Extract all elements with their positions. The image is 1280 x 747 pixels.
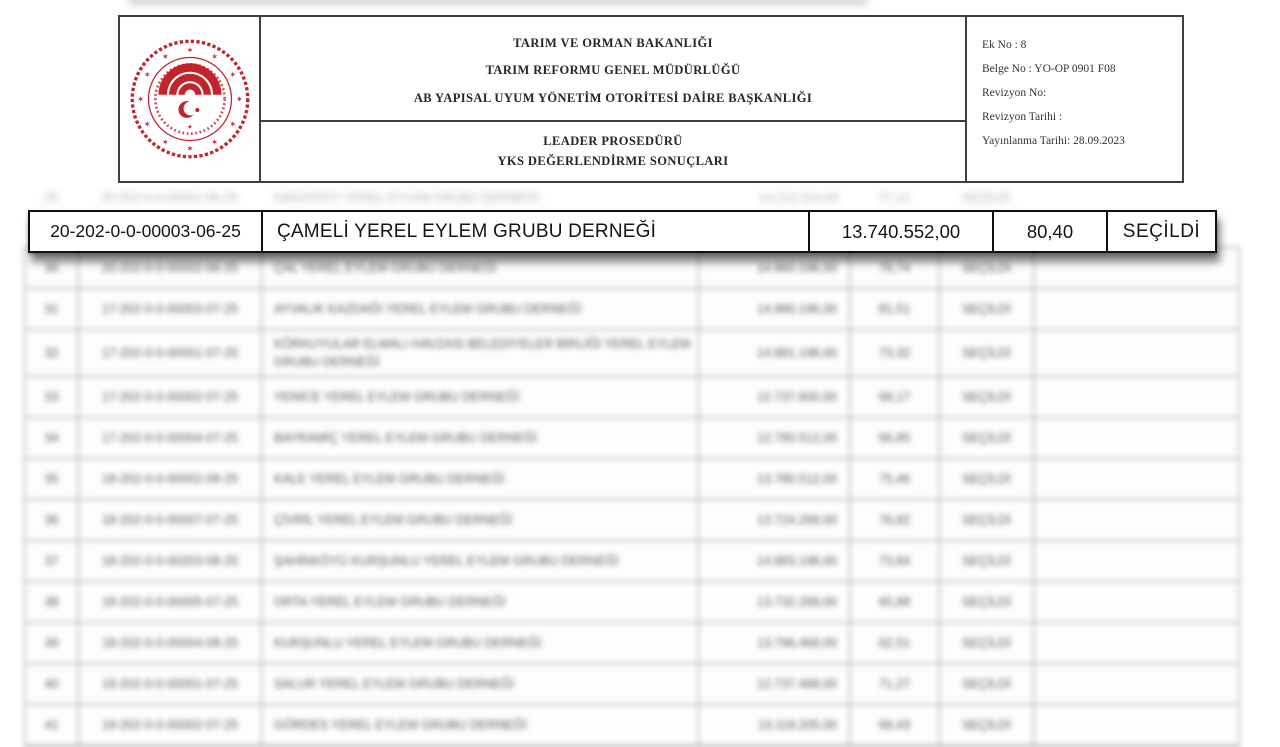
cell-status: SEÇİLDİ (940, 330, 1034, 376)
svg-text:✶: ✶ (143, 69, 151, 80)
cell-score: 73,84 (850, 541, 940, 581)
table-row (25, 582, 1239, 623)
ghost-status: SEÇİLDİ (961, 191, 1011, 205)
svg-text:✶: ✶ (185, 143, 194, 154)
table-row (25, 541, 1239, 582)
cell-application-code: 17-202-0-0-00004-07-25 (79, 418, 262, 458)
ministry-title: TARIM VE ORMAN BAKANLIĞI (513, 35, 713, 50)
cell-row-number: 41 (25, 705, 79, 745)
table-row (25, 459, 1239, 500)
table-row (25, 705, 1239, 746)
cell-score: 81,51 (850, 289, 940, 329)
cell-applicant-name: ÇAL YEREL EYLEM GRUBU DERNEĞİ (262, 248, 699, 288)
cell-empty (1034, 500, 1241, 540)
table-row (25, 500, 1239, 541)
cell-applicant-name: ŞAHİNKÖYÜ KURŞUNLU YEREL EYLEM GRUBU DERNEĞİ (262, 541, 699, 581)
title-block-bottom (261, 122, 965, 181)
cell-row-number: 38 (25, 582, 79, 622)
cell-applicant-name: AYVALIK KAZDAĞI YEREL EYLEM GRUBU DERNEĞİ (262, 289, 699, 329)
cell-status: SEÇİLDİ (940, 459, 1034, 499)
meta-revizyon-no: Revizyon No: (982, 87, 1047, 99)
cell-status: SEÇİLDİ (940, 664, 1034, 704)
cell-score: 75,46 (850, 459, 940, 499)
svg-text:✶: ✶ (228, 69, 236, 80)
cell-grant-amount: 13.732.268,00 (699, 582, 850, 622)
cell-grant-amount: 13.780.512,00 (699, 459, 850, 499)
cell-applicant-name: BAYRAMİÇ YEREL EYLEM GRUBU DERNEĞİ (262, 418, 699, 458)
cell-status: SEÇİLDİ (940, 500, 1034, 540)
cell-application-code: 18-202-0-0-00005-07-25 (79, 582, 262, 622)
cell-score: 71,27 (850, 664, 940, 704)
table-row (25, 377, 1239, 418)
ghost-applicant-name: SARAYKÖY YEREL EYLEM GRUBU DERNEĞİ (273, 191, 540, 205)
cell-status: SEÇİLDİ (940, 705, 1034, 745)
cell-status: SEÇİLDİ (940, 418, 1034, 458)
cell-row-number: 40 (25, 664, 79, 704)
table-row (25, 248, 1239, 289)
cell-application-code: 18-202-0-0-00002-08-25 (79, 459, 262, 499)
cell-row-number: 33 (25, 377, 79, 417)
applicant-name: ÇAMELİ YEREL EYLEM GRUBU DERNEĞİ (263, 212, 810, 251)
cell-grant-amount: 12.780.512,00 (699, 418, 850, 458)
cell-grant-amount: 12.737.468,00 (699, 664, 850, 704)
ghost-row-number: 29 (44, 191, 58, 205)
cell-grant-amount: 13.118.205,00 (699, 705, 850, 745)
svg-text:✦: ✦ (186, 122, 193, 132)
blurred-results-table (24, 247, 1240, 747)
cell-score: 69,43 (850, 705, 940, 745)
cell-application-code: 18-202-0-0-00203-08-25 (79, 541, 262, 581)
procedure-title: LEADER PROSEDÜRÜ (543, 133, 683, 148)
ghost-score: 77,12 (878, 191, 910, 205)
cell-grant-amount: 14.881.198,00 (699, 330, 850, 376)
cell-row-number: 32 (25, 330, 79, 376)
cell-status: SEÇİLDİ (940, 623, 1034, 663)
cell-application-code: 17-202-0-0-00002-07-25 (79, 377, 262, 417)
cell-empty (1034, 377, 1241, 417)
cell-empty (1034, 623, 1241, 663)
cell-status: SEÇİLDİ (940, 541, 1034, 581)
meta-belge-no: Belge No : YO-OP 0901 F08 (982, 63, 1116, 75)
cell-score: 68,17 (850, 377, 940, 417)
highlighted-result-row (28, 210, 1217, 253)
cell-status: SEÇİLDİ (940, 248, 1034, 288)
cell-row-number: 36 (25, 500, 79, 540)
department-title: AB YAPISAL UYUM YÖNETİM OTORİTESİ DAİRE BAŞKANLIĞI (413, 90, 813, 105)
ghost-grant-amount: 14.212.310,00 (759, 191, 839, 205)
blurred-top-remnant (128, 0, 868, 5)
cell-applicant-name: ORTA YEREL EYLEM GRUBU DERNEĞİ (262, 582, 699, 622)
cell-applicant-name: KALE YEREL EYLEM GRUBU DERNEĞİ (262, 459, 699, 499)
cell-score: 66,85 (850, 418, 940, 458)
cell-row-number: 37 (25, 541, 79, 581)
cell-status: SEÇİLDİ (940, 289, 1034, 329)
cell-applicant-name: KURŞUNLU YEREL EYLEM GRUBU DERNEĞİ (262, 623, 699, 663)
document-header (118, 15, 1184, 183)
cell-empty (1034, 541, 1241, 581)
cell-application-code: 20-202-0-0-00002-06-25 (79, 248, 262, 288)
ghost-application-code: 20-202-0-0-00001-06-25 (101, 191, 238, 205)
cell-row-number: 31 (25, 289, 79, 329)
cell-application-code: 17-202-0-0-00003-07-25 (79, 289, 262, 329)
cell-score: 73,32 (850, 330, 940, 376)
cell-row-number: 34 (25, 418, 79, 458)
cell-application-code: 19-202-0-0-00002-07-25 (79, 705, 262, 745)
cell-application-code: 17-202-0-0-00001-07-25 (79, 330, 262, 376)
cell-score: 76,74 (850, 248, 940, 288)
svg-text:✶: ✶ (161, 136, 169, 147)
cell-row-number: 35 (25, 459, 79, 499)
cell-score: 76,82 (850, 500, 940, 540)
table-row (25, 418, 1239, 459)
cell-row-number: 39 (25, 623, 79, 663)
cell-grant-amount: 14.860.196,00 (699, 248, 850, 288)
title-cell (261, 17, 967, 181)
document-title: YKS DEĞERLENDİRME SONUÇLARI (497, 154, 729, 169)
grant-amount: 13.740.552,00 (810, 212, 994, 251)
cell-grant-amount: 14.883.198,00 (699, 541, 850, 581)
svg-text:✶: ✶ (185, 44, 194, 55)
meta-revizyon-tarihi: Revizyon Tarihi : (982, 111, 1063, 123)
cell-applicant-name: ÇİVRİL YEREL EYLEM GRUBU DERNEĞİ (262, 500, 699, 540)
svg-text:✶: ✶ (235, 94, 243, 105)
cell-empty (1034, 705, 1241, 745)
directorate-title: TARIM REFORMU GENEL MÜDÜRLÜĞÜ (485, 63, 741, 77)
cell-empty (1034, 248, 1241, 288)
cell-status: SEÇİLDİ (940, 377, 1034, 417)
logo-cell (120, 17, 261, 181)
cell-empty (1034, 582, 1241, 622)
meta-yayinlanma-tarihi: Yayınlanma Tarihi: 28.09.2023 (982, 135, 1125, 147)
meta-ek-no: Ek No : 8 (982, 39, 1027, 51)
ghost-table-row (24, 186, 1240, 210)
svg-text:✶: ✶ (136, 94, 144, 105)
svg-text:✶: ✶ (210, 136, 218, 147)
cell-empty (1034, 289, 1241, 329)
cell-empty (1034, 459, 1241, 499)
cell-row-number: 30 (25, 248, 79, 288)
cell-applicant-name: GÖRDES YEREL EYLEM GRUBU DERNEĞİ (262, 705, 699, 745)
ministry-emblem-icon (127, 36, 253, 162)
table-row (25, 623, 1239, 664)
cell-grant-amount: 12.737.600,00 (699, 377, 850, 417)
cell-grant-amount: 13.796.468,00 (699, 623, 850, 663)
cell-grant-amount: 13.724.268,00 (699, 500, 850, 540)
cell-empty (1034, 664, 1241, 704)
cell-application-code: 18-202-0-0-00007-07-25 (79, 500, 262, 540)
cell-applicant-name: KÖRKUYULAR ELMALI HAVZASI BELEDİYELER BİRLİĞİ YEREL EYLEM GRUBU DERNEĞİ (262, 330, 699, 376)
result-status: SEÇİLDİ (1122, 220, 1201, 242)
cell-score: 65,88 (850, 582, 940, 622)
cell-applicant-name: SALUR YEREL EYLEM GRUBU DERNEĞİ (262, 664, 699, 704)
cell-grant-amount: 14.880.196,00 (699, 289, 850, 329)
application-code: 20-202-0-0-00003-06-25 (30, 212, 263, 251)
title-block-top (261, 17, 965, 122)
cell-application-code: 19-202-0-0-00001-07-25 (79, 664, 262, 704)
svg-text:✶: ✶ (210, 51, 218, 62)
table-row (25, 664, 1239, 705)
cell-application-code: 18-202-0-0-00004-08-25 (79, 623, 262, 663)
meta-cell (967, 17, 1182, 181)
svg-text:✶: ✶ (161, 51, 169, 62)
evaluation-score: 80,40 (994, 212, 1108, 251)
svg-text:✶: ✶ (143, 118, 151, 129)
cell-score: 62,51 (850, 623, 940, 663)
table-row (25, 289, 1239, 330)
cell-empty (1034, 330, 1241, 376)
svg-text:✶: ✶ (228, 118, 236, 129)
table-row (25, 330, 1239, 377)
cell-applicant-name: YENİCE YEREL EYLEM GRUBU DERNEĞİ (262, 377, 699, 417)
cell-status: SEÇİLDİ (940, 582, 1034, 622)
cell-empty (1034, 418, 1241, 458)
